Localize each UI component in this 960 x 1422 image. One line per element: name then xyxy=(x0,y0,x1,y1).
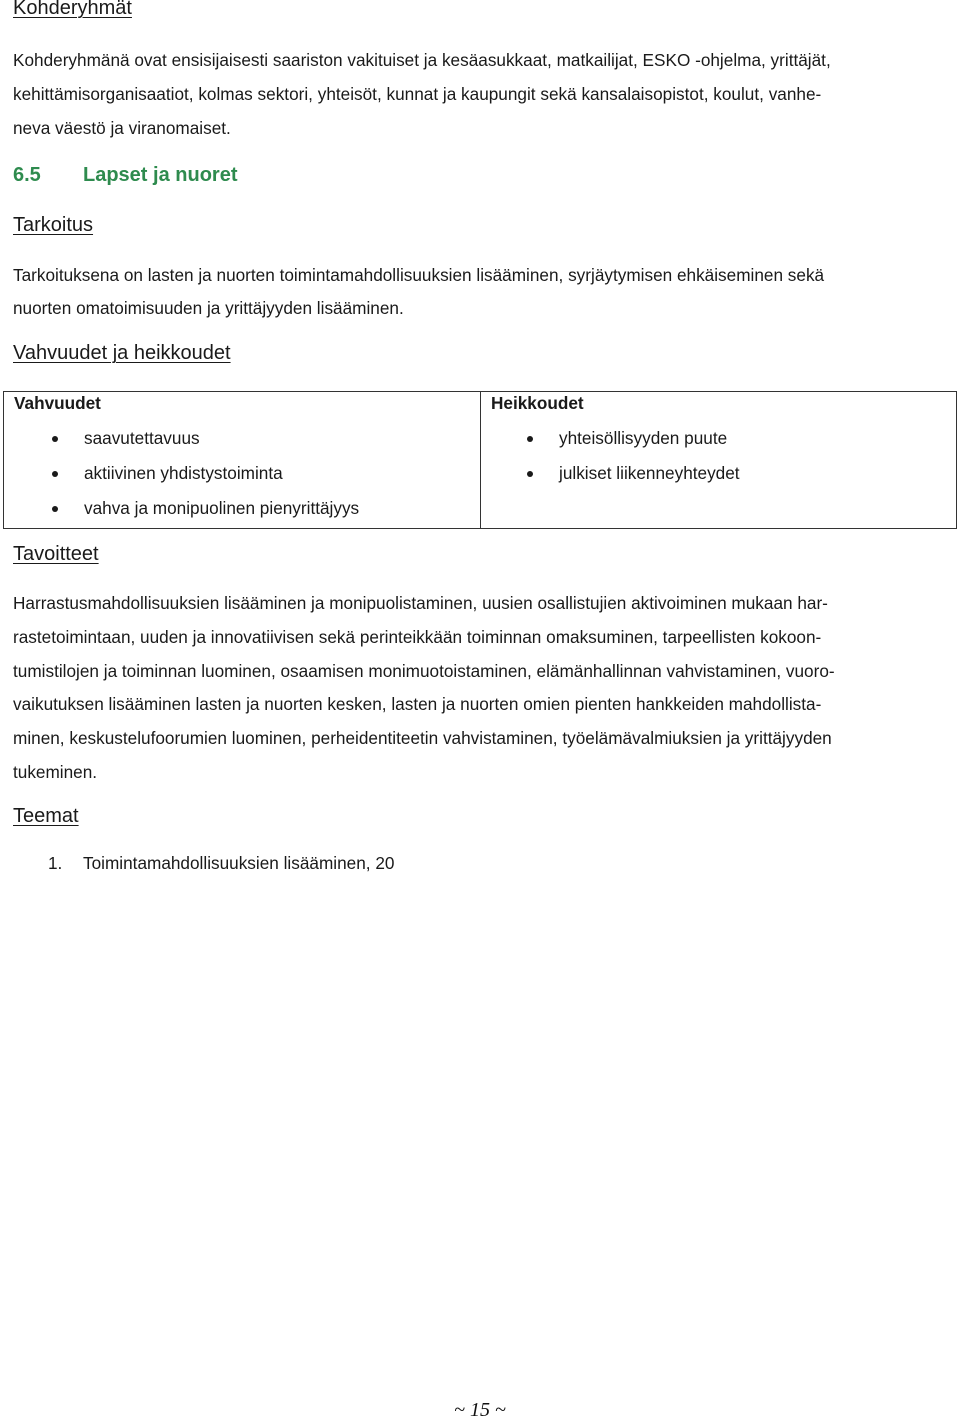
bullet-icon xyxy=(527,436,533,442)
heading-tarkoitus: Tarkoitus xyxy=(13,214,94,236)
strengths-list xyxy=(52,427,359,532)
strengths-weaknesses-table xyxy=(3,391,957,529)
paragraph-line: neva väestö ja viranomaiset. xyxy=(13,118,231,138)
list-item-text: julkiset liikenneyhteydet xyxy=(559,463,740,483)
list-item-text: yhteisöllisyyden puute xyxy=(559,428,728,448)
paragraph-line: kehittämisorganisaatiot, kolmas sektori, yhteisöt, kunnat ja kaupungit sekä kansalaisopistot, koulut, vanhe- xyxy=(13,84,822,104)
section-number: 6.5 xyxy=(13,164,41,186)
paragraph-line: Harrastusmahdollisuuksien lisääminen ja monipuolistaminen, uusien osallistujien aktivoiminen mukaan har- xyxy=(13,593,828,613)
weaknesses-list xyxy=(527,427,740,497)
weaknesses-header: Heikkoudet xyxy=(491,393,584,413)
strengths-header: Vahvuudet xyxy=(14,393,101,413)
bullet-icon xyxy=(52,471,58,477)
bullet-icon xyxy=(52,436,58,442)
paragraph-line: vaikutuksen lisääminen lasten ja nuorten kesken, lasten ja nuorten omien pienten hankkeiden mahdollista- xyxy=(13,694,822,715)
list-item xyxy=(52,462,359,497)
list-item xyxy=(527,462,740,497)
list-item-text: Toimintamahdollisuuksien lisääminen, 20 xyxy=(83,853,395,873)
tavoitteet-paragraph xyxy=(13,587,835,790)
paragraph-line: minen, keskustelufoorumien luominen, perheidentiteetin vahvistaminen, työelämävalmiuksien ja yrittäjyyden xyxy=(13,728,832,749)
page-number: ~ 15 ~ xyxy=(454,1399,506,1421)
heading-vahvuudet-heikkoudet: Vahvuudet ja heikkoudet xyxy=(13,342,231,364)
strengths-column xyxy=(4,392,481,528)
paragraph-line: Kohderyhmänä ovat ensisijaisesti saariston vakituiset ja kesäasukkaat, matkailijat, ESKO -ohjelma, yrittäjät, xyxy=(13,50,831,70)
list-item xyxy=(52,427,359,462)
paragraph-line: Tarkoituksena on lasten ja nuorten toimintamahdollisuuksien lisääminen, syrjäytymisen ehkäiseminen sekä xyxy=(13,265,825,285)
tarkoitus-paragraph xyxy=(13,259,824,325)
heading-teemat: Teemat xyxy=(13,805,79,827)
list-item-number: 1. xyxy=(48,853,63,873)
paragraph-line: rastetoimintaan, uuden ja innovatiivisen sekä perinteikkään toiminnan omaksuminen, tarpeellisten kokoon- xyxy=(13,626,822,647)
heading-kohderyhmat: Kohderyhmät xyxy=(13,0,132,19)
list-item xyxy=(52,497,359,532)
list-item-text: aktiivinen yhdistystoiminta xyxy=(84,463,283,483)
bullet-icon xyxy=(52,506,58,512)
list-item xyxy=(527,427,740,462)
numbered-list-item xyxy=(48,853,394,874)
paragraph-line: tumistilojen ja toiminnan luominen, osaamisen monimuotoistaminen, elämänhallinnan vahvistaminen, vuoro- xyxy=(13,660,835,681)
paragraph-line: nuorten omatoimisuuden ja yrittäjyyden lisääminen. xyxy=(13,298,404,318)
list-item-text: vahva ja monipuolinen pienyrittäjyys xyxy=(84,498,360,518)
paragraph-line: tukeminen. xyxy=(13,761,98,782)
section-title-text: Lapset ja nuoret xyxy=(83,164,238,186)
kohderyhmat-paragraph xyxy=(13,43,831,145)
weaknesses-column xyxy=(481,392,956,528)
list-item-text: saavutettavuus xyxy=(84,428,200,448)
section-title xyxy=(13,164,237,187)
bullet-icon xyxy=(527,471,533,477)
heading-tavoitteet: Tavoitteet xyxy=(13,543,99,565)
